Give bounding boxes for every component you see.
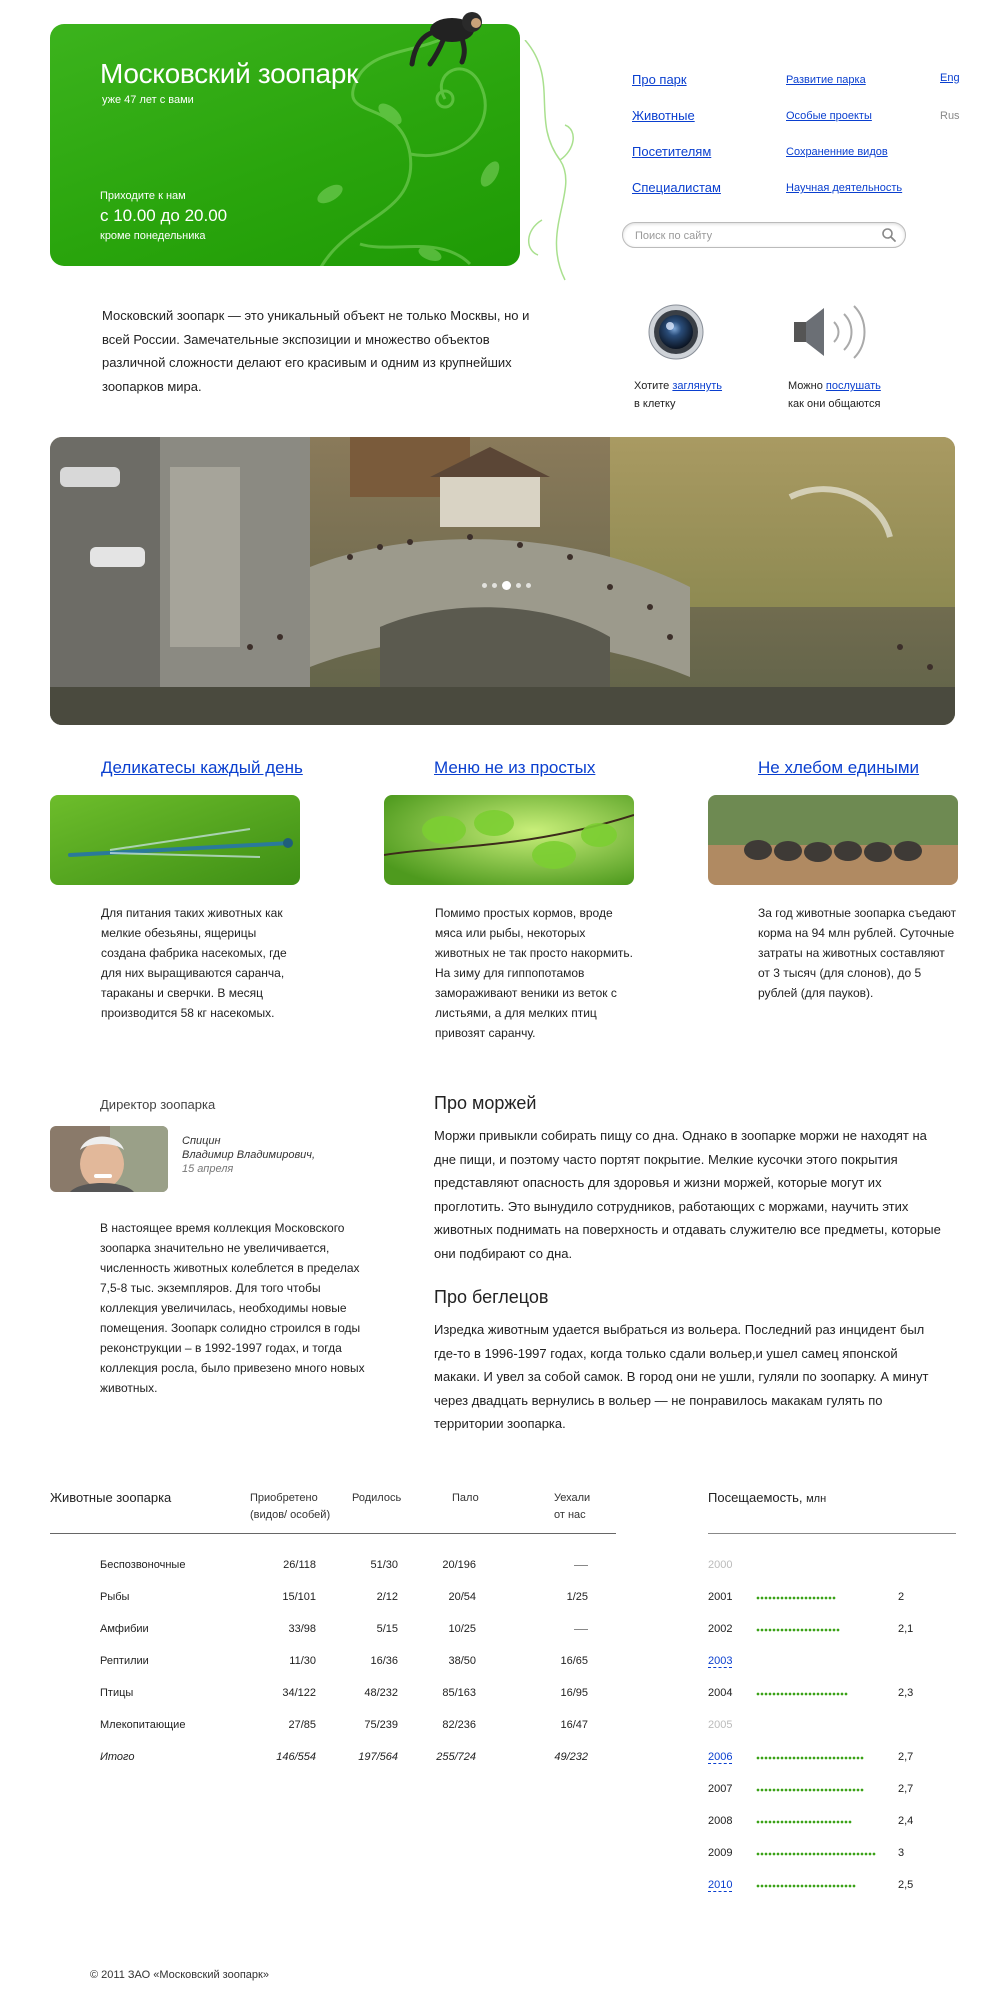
- cell-left: [490, 1623, 588, 1635]
- year-label: 2007: [708, 1783, 733, 1795]
- intro-text: Московский зоопарк — это уникальный объект не только Москвы, но и всей России. Замечательные экспозиции и множество объектов различной сложности делают его красивым и одним из крупнейших зоопарков мира.: [102, 308, 530, 394]
- search-icon[interactable]: [881, 227, 897, 243]
- director-photo: [50, 1126, 168, 1192]
- attendance-row: [708, 1783, 958, 1815]
- attendance-value: 2,7: [898, 1751, 914, 1763]
- article-link-bread[interactable]: Не хлебом едиными: [758, 758, 920, 777]
- column-text-1: Для питания таких животных как мелкие обезьяны, ящерицы создана фабрика насекомых, где для них выращиваются саранча, тараканы и сверчки. В месяц производится 58 кг насекомых.: [101, 906, 287, 1020]
- year-label: 2008: [708, 1815, 733, 1827]
- year-label: 2005: [708, 1719, 733, 1731]
- camera-lens-icon[interactable]: [648, 304, 704, 360]
- cell-left: 16/47: [560, 1719, 588, 1731]
- slider-dot[interactable]: [516, 583, 521, 588]
- cell-acquired: 34/122: [282, 1687, 316, 1699]
- article-link-delicacies[interactable]: Деликатесы каждый день: [101, 758, 303, 777]
- article-text-fugitives: Изредка животным удается выбраться из вольера. Последний раз инцидент был где-то в 1996-1997 годах, когда только сдали вольер,и ушел самец японской макаки. И увел за собой самок. В город они не ушли, гуляли по зоопарку. А минут через двадцать вернулись в вольер — не понравилось макакам гулять по территории зоопарка.: [434, 1322, 929, 1431]
- director-name: Спицин Владимир Владимирович, 15 апреля: [182, 1135, 316, 1175]
- col-header-acquired: Приобретено (видов/ особей): [250, 1492, 331, 1521]
- slider-dot[interactable]: [482, 583, 487, 588]
- nav-item-about[interactable]: Про парк: [632, 72, 687, 87]
- dash-placeholder: [574, 1629, 588, 1630]
- nav-item-conservation[interactable]: Сохраненние видов: [786, 146, 888, 158]
- table-row: [0, 1719, 620, 1751]
- cell-left: 49/232: [554, 1751, 588, 1763]
- attendance-bar: [756, 1788, 864, 1792]
- article-link-menu[interactable]: Меню не из простых: [434, 758, 596, 777]
- cell-died: 85/163: [442, 1687, 476, 1699]
- cell-left: 16/65: [560, 1655, 588, 1667]
- stats-title: Животные зоопарка: [50, 1490, 172, 1505]
- attendance-row: [708, 1815, 958, 1847]
- year-label: 2000: [708, 1559, 733, 1571]
- table-row: [0, 1623, 620, 1655]
- cell-born: 16/36: [370, 1655, 398, 1667]
- cell-died: 38/50: [448, 1655, 476, 1667]
- cell-name: Рептилии: [100, 1655, 149, 1667]
- footer-copyright: © 2011 ЗАО «Московский зоопарк»: [90, 1969, 269, 1981]
- nav-item-visitors[interactable]: Посетителям: [632, 144, 712, 159]
- cell-acquired: 33/98: [288, 1623, 316, 1635]
- search-box: [622, 222, 906, 248]
- attendance-divider: [708, 1533, 956, 1534]
- opening-hours: с 10.00 до 20.00: [100, 206, 228, 225]
- hero-banner: [50, 437, 955, 725]
- attendance-bar: [756, 1628, 840, 1632]
- cell-name: Амфибии: [100, 1623, 149, 1635]
- cell-left: [490, 1559, 588, 1571]
- language-russian-current: Rus: [940, 110, 960, 122]
- look-inside-text: Хотите заглянуть в клетку: [634, 380, 723, 410]
- cell-born: 48/232: [364, 1687, 398, 1699]
- cell-born: 51/30: [370, 1559, 398, 1571]
- cell-acquired: 11/30: [289, 1655, 316, 1667]
- listen-link[interactable]: послушать: [825, 380, 881, 392]
- attendance-title: Посещаемость, млн: [708, 1490, 827, 1505]
- attendance-row: [708, 1719, 958, 1751]
- attendance-value: 2,7: [898, 1783, 914, 1795]
- listen-text: Можно послушать как они общаются: [788, 380, 881, 410]
- dragonfly-image: [50, 795, 300, 885]
- cell-died: 10/25: [448, 1623, 476, 1635]
- attendance-row: [708, 1847, 958, 1879]
- nav-item-animals[interactable]: Животные: [632, 108, 695, 123]
- cell-died: 255/724: [436, 1751, 476, 1763]
- director-date: 15 апреля: [182, 1163, 234, 1175]
- column-text-3: За год животные зоопарка съедают корма на 94 млн рублей. Суточные затраты на животных составляют от 3 тысяч (для слонов), до 5 рублей (для пауков).: [758, 906, 957, 1000]
- nav-item-science[interactable]: Научная деятельность: [786, 182, 903, 194]
- director-label: Директор зоопарка: [100, 1097, 216, 1112]
- cell-died: 20/196: [442, 1559, 476, 1571]
- attendance-bar: [756, 1756, 864, 1760]
- table-row: [0, 1559, 620, 1591]
- cell-acquired: 146/554: [276, 1751, 316, 1763]
- nav-item-projects[interactable]: Особые проекты: [786, 110, 872, 122]
- attendance-bar: [756, 1596, 836, 1600]
- language-english-link[interactable]: Eng: [940, 72, 960, 84]
- col-header-left: Уехали от нас: [554, 1492, 591, 1521]
- year-label: 2001: [708, 1591, 733, 1603]
- attendance-row: [708, 1751, 958, 1783]
- cell-acquired: 26/118: [283, 1559, 316, 1571]
- nav-item-specialists[interactable]: Специалистам: [632, 180, 721, 195]
- site-subtitle: уже 47 лет с вами: [102, 94, 194, 106]
- site-title: Московский зоопарк: [100, 58, 359, 89]
- cell-name: Птицы: [100, 1687, 134, 1699]
- vine-decoration: [520, 40, 580, 300]
- buffalo-image: [708, 795, 958, 885]
- cell-born: 75/239: [364, 1719, 398, 1731]
- attendance-value: 3: [898, 1847, 905, 1859]
- year-label[interactable]: 2010: [708, 1879, 733, 1891]
- table-row: [0, 1751, 620, 1783]
- director-quote: В настоящее время коллекция Московского зоопарка значительно не увеличивается, численность животных колеблется в пределах 7,5-8 тыс. экземпляров. Для того чтобы коллекция увеличилась, необходимы новые помещения. Зоопарк солидно строился в годы реконструкции – в 1992-1997 годах, и тогда коллекция росла, было привезено много новых животных.: [100, 1221, 365, 1395]
- cell-acquired: 15/101: [282, 1591, 316, 1603]
- attendance-value: 2,5: [898, 1879, 914, 1891]
- speaker-icon[interactable]: [792, 300, 876, 364]
- year-label: 2004: [708, 1687, 733, 1699]
- cell-died: 82/236: [442, 1719, 476, 1731]
- year-label: 2009: [708, 1847, 733, 1859]
- slider-dots: [482, 581, 531, 590]
- cell-left: 16/95: [560, 1687, 588, 1699]
- cell-name: Млекопитающие: [100, 1719, 186, 1731]
- slider-dot[interactable]: [492, 583, 497, 588]
- attendance-row: [708, 1879, 958, 1911]
- attendance-value: 2: [898, 1591, 905, 1603]
- article-text-walrus: Моржи привыкли собирать пищу со дна. Однако в зоопарке моржи не находят на дне пищи, и поэтому часто портят покрытие. Мелкие кусочки этого покрытия представляют опасность для здоровья и жизни моржей, которые могут их проглотить. Это вынудило сотрудников, работающих с моржами, научить этих животных поднимать на поверхность и отдавать служителю все предметы, которые они подбирают со дна.: [434, 1128, 941, 1261]
- article-title-fugitives: Про беглецов: [434, 1287, 549, 1307]
- cell-died: 20/54: [448, 1591, 476, 1603]
- attendance-bar: [756, 1852, 876, 1856]
- attendance-value: 2,3: [898, 1687, 914, 1699]
- column-text-2: Помимо простых кормов, вроде мяса или рыбы, некоторых животных не так просто накормить. На зиму для гиппопотамов замораживают веники из веток с листьями, а для мелких птиц привозят саранчу.: [435, 906, 633, 1040]
- table-row: [0, 1591, 620, 1623]
- cell-born: 197/564: [358, 1751, 398, 1763]
- cell-name: Беспозвоночные: [100, 1559, 186, 1571]
- article-title-walrus: Про моржей: [434, 1093, 537, 1113]
- slider-dot-active[interactable]: [502, 581, 511, 590]
- attendance-value: 2,4: [898, 1815, 914, 1827]
- attendance-bar: [756, 1820, 852, 1824]
- table-divider: [50, 1533, 616, 1534]
- attendance-value: 2,1: [898, 1623, 914, 1635]
- table-row: [0, 1687, 620, 1719]
- col-header-died: Пало: [452, 1492, 479, 1504]
- dash-placeholder: [574, 1565, 588, 1566]
- cell-left: 1/25: [566, 1591, 588, 1603]
- search-input[interactable]: [635, 227, 875, 245]
- cell-born: 2/12: [376, 1591, 398, 1603]
- col-header-born: Родилось: [352, 1492, 402, 1504]
- attendance-row: [708, 1623, 958, 1655]
- attendance-row: [708, 1559, 958, 1591]
- attendance-row: [708, 1591, 958, 1623]
- visit-label: Приходите к нам: [100, 190, 186, 202]
- table-row: [0, 1655, 620, 1687]
- attendance-bar: [756, 1692, 848, 1696]
- attendance-bar: [756, 1884, 856, 1888]
- year-label[interactable]: 2006: [708, 1751, 733, 1763]
- year-label: 2002: [708, 1623, 733, 1635]
- attendance-row: [708, 1687, 958, 1719]
- year-label[interactable]: 2003: [708, 1655, 733, 1667]
- closed-day: кроме понедельника: [100, 230, 206, 242]
- attendance-row: [708, 1655, 958, 1687]
- slider-dot[interactable]: [526, 583, 531, 588]
- cell-name: Итого: [100, 1751, 135, 1763]
- cell-name: Рыбы: [100, 1591, 130, 1603]
- leaves-image: [384, 795, 634, 885]
- nav-item-development[interactable]: Развитие парка: [786, 74, 866, 86]
- cell-acquired: 27/85: [288, 1719, 316, 1731]
- monkey-illustration: [400, 6, 490, 68]
- cell-born: 5/15: [376, 1623, 398, 1635]
- look-inside-link[interactable]: заглянуть: [672, 380, 723, 392]
